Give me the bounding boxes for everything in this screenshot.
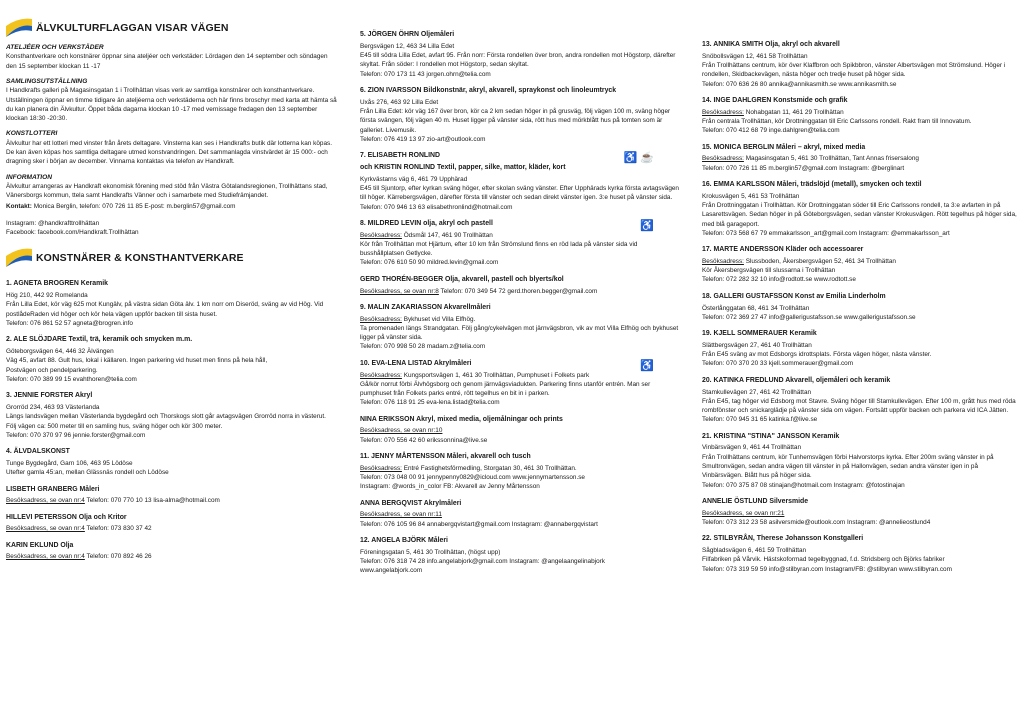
facebook-line: Facebook: facebook.com/Handkraft.Trollhättan — [6, 229, 139, 237]
accessibility-cafe-icon: ♿ — [640, 219, 654, 232]
artist-line: E45 till södra Lilla Edet, avfart 95. Från norr: Första rondellen över bron, andra rondellen mot Högstorp, därefter skyltat. Från söder: I rondellen mot Högstorp, sedan skyltat. — [360, 52, 676, 69]
artist-line: Telefon: 070 370 97 96 jennie.forster@gmail.com — [6, 431, 146, 439]
artist-entry — [702, 180, 1020, 238]
artist-line: Telefon: 076 105 96 84 annabergqvistart@gmail.com Instagram: @annabergqvistart — [360, 520, 598, 528]
artist-entry — [6, 447, 338, 477]
artist-entry — [702, 432, 1020, 490]
artist-line: Telefon: 070 173 11 43 jorgen.ohrn@telia.com — [360, 70, 491, 78]
artist-line: Kör Åkersbergsvägen till slussarna i Trollhättan — [702, 267, 836, 275]
artist-line: Besöksadress: Kungsportsvägen 1, 461 30 Trollhättan, Pumphuset i Folkets park — [360, 371, 590, 379]
artist-entry — [702, 40, 1020, 89]
artist-heading: 2. ALE SLÖJDARE Textil, trä, keramik och smycken m.m. — [6, 336, 193, 344]
artist-entry — [360, 499, 680, 529]
artist-line: Telefon: 076 419 13 97 zio-art@outlook.com — [360, 135, 486, 143]
artist-line: Slättbergsvägen 27, 461 40 Trollhättan — [702, 341, 812, 349]
artist-line: Besöksadress: Entré Fastighetsförmedling, Storgatan 30, 461 30 Trollhättan. — [360, 464, 577, 472]
artist-line: Telefon: 070 946 13 63 elisabethronlind@hotmail.com — [360, 203, 513, 211]
artist-line: Filfabriken på Vårvik. Hästskoformad tegelbyggnad, f.d. Stridsberg och Björks fabriker — [702, 556, 945, 564]
artist-line: Telefon: 073 048 00 91 jennypenny0829@icloud.com www.jennymartensson.se — [360, 474, 585, 482]
visit-address-label: Besöksadress, se ovan nr:21 — [702, 509, 785, 517]
artist-entry — [702, 245, 1020, 285]
visit-address-label: Besöksadress: — [360, 231, 402, 239]
artist-entry — [360, 30, 680, 79]
artist-heading: 13. ANNIKA SMITH Olja, akryl och akvarell — [702, 41, 840, 48]
banner-artists — [6, 247, 338, 267]
artist-heading: ♿ ☕ 7. ELISABETH RONLIND — [360, 151, 680, 161]
accessibility-cafe-icon: ♿ ☕ — [623, 152, 654, 165]
visit-address-label: Besöksadress, se ovan nr:11 — [360, 511, 442, 519]
artist-line: Vinbärsvägen 9, 461 44 Trollhättan — [702, 444, 802, 452]
artist-line: Från Trollhättans centrum, kör över Klaffbron och Spikbbron, vänster Albertsvägen mot Strömslund. Höger i rondellen, Skidbackevägen, nästa höger och tredje huset på höger sida. — [702, 62, 1006, 79]
artist-line: Besöksadress: Nohabgatan 11, 461 29 Trollhättan — [702, 108, 844, 116]
banner-alvkultur — [6, 17, 338, 37]
artist-line: Från Drottninggatan i Trollhättan. Kör Drottninggatan söder till Eric Carlssons rondell, ta 3:e avfarten in på Lasarettsvägen. Sedan höger in på Göteborgsvägen, sedan vänster Krokusvägen. Rött tegelhus på höger sida, med blå garageport. — [702, 202, 1017, 228]
artist-line: Hög 210, 442 92 Romelanda — [6, 292, 88, 300]
artist-heading: 11. JENNY MÅRTENSSON Måleri, akvarell och tusch — [360, 453, 531, 461]
visit-address-label: Besöksadress, se ovan nr:4 — [6, 525, 85, 533]
artist-heading: 20. KATINKA FREDLUND Akvarell, oljemåleri och keramik — [702, 376, 891, 384]
artist-line: Väg 45, avfart 88. Gult hus, lokal i källaren. Ingen parkering vid huset men finns på hela håll, — [6, 357, 268, 365]
artist-line — [360, 510, 680, 519]
artist-line: Utefter gamla 45:an, mellan Glässnäs rondell och Lödöse — [6, 469, 169, 477]
artist-entry — [6, 541, 338, 562]
artist-line: Besöksadress, se ovan nr:4 Telefon: 073 830 37 42 — [6, 525, 152, 533]
artist-entry — [360, 219, 680, 268]
column-left — [6, 0, 338, 724]
artist-heading: LISBETH GRANBERG Måleri — [6, 485, 100, 493]
artist-line: Telefon: 070 389 99 15 evahthoren@telia.com — [6, 375, 137, 383]
artist-line: Kyrkvästarns väg 6, 461 79 Upphärad — [360, 175, 468, 183]
artist-heading: 14. INGE DAHLGREN Konstsmide och grafik — [702, 96, 848, 104]
contact-label: Kontakt: — [6, 202, 32, 210]
artist-line: Telefon: 070 375 87 08 stinajan@hotmail.com Instagram: @fotostinajan — [702, 481, 905, 489]
artist-heading: NINA ERIKSSON Akryl, mixed media, oljemålningar och prints — [360, 415, 563, 423]
artist-line: Tunge Bygdegård, Garn 106, 463 95 Lödöse — [6, 459, 133, 467]
artist-entry — [360, 536, 680, 576]
artist-line: Besöksadress, se ovan nr:8 Telefon: 070 349 54 72 gerd.thoren.begger@gmail.com — [360, 287, 598, 295]
artist-line: Österlånggatan 68, 461 34 Trollhättan — [702, 304, 810, 312]
artist-line: Kör från Trollhättan mot Hjärtum, efter 10 km från Strömslund finns en röd lada på vänster sida vid busshållplatsen Getlycke. — [360, 240, 638, 258]
artist-entry — [6, 279, 338, 328]
artist-entry — [360, 452, 680, 492]
artist-heading: HILLEVI PETERSSON Olja och Kritor — [6, 513, 127, 521]
info-text: I Handkrafts galleri på Magasinsgatan 1 i Trollhättan visas verk av samtliga konstnärer och konsthantverkare. Utställningen öppnar en timme tidigare än ateljéerna och verkstäderna och här finns broschyr med karta att hämta så du kan planera din Älvkultur. Öppet båda dagarna klockan 10 -17 med vernissage fredagen den 13 september klockan 18:30 -20:30. — [6, 87, 337, 123]
artist-line: Uxås 276, 463 92 Lilla Edet — [360, 98, 439, 106]
artist-entry — [360, 275, 680, 296]
visit-address-label: Besöksadress, se ovan nr:4 — [6, 553, 85, 561]
flag-logo-icon — [6, 247, 32, 267]
artist-line: Besöksadress: Bykhuset vid Villa Elfhög. — [360, 315, 476, 323]
visit-address-label: Besöksadress: — [360, 371, 402, 379]
artist-heading: 1. AGNETA BROGREN Keramik — [6, 280, 108, 288]
artist-line: Telefon: 073 568 67 79 emmakarlsson_art@gmail.com Instagram: @emmakarlsson_art — [702, 229, 950, 237]
artist-entry — [702, 292, 1020, 322]
artist-entry — [360, 415, 680, 445]
artist-list — [6, 279, 338, 561]
artist-heading: 9. MALIN ZAKARIASSON Akvarellmåleri — [360, 303, 491, 311]
artist-heading: GERD THORÉN-BEGGER Olja, akvarell, pastell och blyerts/kol — [360, 275, 564, 283]
artist-line: Besöksadress: Magasinsgatan 5, 461 30 Trollhättan, Tant Annas frisersalong — [702, 155, 919, 163]
artist-entry — [360, 86, 680, 144]
artist-entry — [702, 497, 1020, 527]
artist-entry — [702, 329, 1020, 369]
artist-heading: 15. MONICA BERGLIN Måleri – akryl, mixed media — [702, 143, 866, 151]
artist-entry — [360, 151, 680, 212]
artist-line: Stamkullevägen 27, 461 42 Trollhättan — [702, 388, 812, 396]
visit-address-label: Besöksadress, se ovan nr:8 — [360, 287, 439, 295]
artist-entry — [702, 143, 1020, 173]
artist-line: Från centrala Trollhättan, kör Drottninggatan till Eric Carlssons rondell. Rakt fram till Innovatum. — [702, 118, 972, 125]
visit-address-label: Besöksadress, se ovan nr:10 — [360, 427, 443, 435]
artist-heading: 12. ANGELA BJÖRK Måleri — [360, 537, 448, 545]
info-text: Älvkultur arrangeras av Handkraft ekonomisk förening med stöd från Västra Götalandsregionen, Trollhättans stad, Vänersborgs kommun, ttela samt Handkrafts Vänner och i samarbete med Studiefrämjandet. — [6, 182, 328, 200]
artist-line: Besöksadress, se ovan nr:4 Telefon: 070 892 46 26 — [6, 553, 152, 561]
artist-heading: 18. GALLERI GUSTAFSSON Konst av Emilia Linderholm — [702, 292, 886, 300]
artist-line: Telefon: 072 369 27 47 info@gallerigustafsson.se www.gallerigustafsson.se — [702, 313, 916, 321]
artist-line: Postvägen och pendelparkering. — [6, 366, 98, 374]
artist-heading: 17. MARTE ANDERSSON Kläder och accessoarer — [702, 246, 864, 254]
artist-line: Telefon: 070 636 26 80 annika@annikasmith.se www.annikasmith.se — [702, 80, 897, 88]
artist-line: E45 till Sjuntorp, efter kyrkan sväng höger, efter skolan sväng vänster. Efter Upphärads kyrka första avtagsvägen till höger. Kärrebergsvägen, därefter första till vänster och sedan direkt vänster igen. 3:e huset på vänster sida. — [360, 185, 679, 202]
contact-line — [6, 202, 338, 211]
artist-line: Föreningsgatan 5, 461 30 Trollhättan, (högst upp) — [360, 548, 501, 556]
info-heading: SAMLINGSUTSTÄLLNING — [6, 77, 88, 85]
artist-line: Grorröd 234, 463 93 Västerlanda — [6, 404, 100, 412]
artist-entry — [702, 534, 1020, 574]
artist-line: Besöksadress: Ödsmål 147, 461 90 Trollhättan — [360, 231, 493, 239]
artist-line: Från Trollhättans centrum, kör Tunhemsvägen förbi Halvorstorps kyrka. Efter 200m sväng vänster in på Smultronvägen, sedan andra vägen till vänster in på Hallonvägen, sedan andra vänster igen in på Vinbärsvägen. Blått hus på höger sida. — [702, 453, 994, 480]
artist-line: Besöksadress: Slussboden, Åkersbergsvägen 52, 461 34 Trollhättan — [702, 257, 896, 265]
artist-line: Telefon: 072 282 32 10 info@rodtott.se www.rodtott.se — [702, 276, 856, 284]
artist-line: Telefon: 076 610 50 90 mildred.levin@gmail.com — [360, 259, 499, 267]
artist-line: Telefon: 076 318 74 28 info.angelabjork@gmail.com Instagram: @angelaangelinabjork — [360, 558, 605, 566]
artist-line: Gå/kör norrut förbi Älvhögsborg och genom järnvägsviadukten. Parkering finns utanför entrén. Man ser pumphuset från Folkets parks entré, rött tegelhus en bit in i parken. — [360, 380, 651, 398]
artist-line: Telefon: 073 312 23 58 asilversmide@outlook.com Instagram: @annelieostlund4 — [702, 518, 931, 526]
visit-address-label: Besöksadress: — [360, 315, 402, 323]
artist-line: Telefon: 070 370 20 33 kjell.sommerauer@gmail.com — [702, 360, 854, 368]
artist-line: Telefon: 070 998 50 28 madam.z@telia.com — [360, 343, 486, 351]
info-text: Älvkultur har ett lotteri med vinster från årets deltagare. Vinsterna kan ses i Handkrafts butik där lotterna kan köpas. De kan även köpas hos samtliga deltagare utmed konstvandringen. Det sammanlagda vinstvärdet är 15 000:- och dragning sker i början av december. Vinnarna kontaktas via telefon av Handkraft. — [6, 139, 332, 166]
artist-heading: ANNELIE ÖSTLUND Silversmide — [702, 497, 809, 505]
artist-heading: 21. KRISTINA "STINA" JANSSON Keramik — [702, 432, 840, 440]
artist-line: Krokusvägen 5, 461 53 Trollhättan — [702, 192, 800, 200]
visit-address-label: Besöksadress: — [702, 155, 744, 163]
artist-line: Ta promenaden längs Strandgatan. Följ gång/cykelvägen mot järnvägsbron, vik av mot Villa Elfhög och bykhuset ligger på vänster sida. — [360, 324, 679, 342]
artist-entry — [360, 303, 680, 352]
visit-address-label: Besöksadress, se ovan nr:4 — [6, 497, 85, 505]
contact-text: Monica Berglin, telefon: 070 726 11 85 E-post: m.berglin57@gmail.com — [31, 202, 236, 210]
info-text: Konsthantverkare och konstnärer öppnar sina ateljéer och verkstäder: Lördagen den 14 september och söndagen den 15 september klockan 11 -17 — [6, 53, 328, 70]
artist-line: Från E45 sväng av mot Edsborgs idrottsplats. Första vägen höger, nästa vänster. — [702, 351, 932, 359]
artist-heading: KARIN EKLUND Olja — [6, 541, 74, 549]
artist-heading: ANNA BERGQVIST Akrylmåleri — [360, 499, 462, 507]
artist-line: Från Lilla Edet: kör väg 167 över bron, kör ca 2 km sedan höger in på grusväg, följ vägen 100 m, sväng höger första svängen, följ vägen 40 m. Huset ligger på vänster sida, rött hus med mörkblått hus på tomten som är galleriet. Livemusik. — [360, 108, 671, 134]
artist-heading: ♿ 8. MILDRED LEVIN olja, akryl och pastell — [360, 219, 680, 229]
artist-heading: 16. EMMA KARLSSON Måleri, trädslöjd (metall), smycken och textil — [702, 180, 922, 188]
artist-line: Sågbladsvägen 6, 461 59 Trollhättan — [702, 547, 807, 555]
artist-heading: 4. ÄLVDALSKONST — [6, 448, 70, 456]
artist-entry — [6, 513, 338, 534]
artist-heading: 6. ZION IVARSSON Bildkonstnär, akryl, akvarell, spraykonst och linoleumtryck — [360, 86, 617, 94]
info-section — [6, 43, 338, 201]
info-heading: INFORMATION — [6, 173, 53, 181]
artist-line: Längs landsvägen mellan Västerlanda bygdegård och Thorskogs slott går avtagsvägen Grorröd norra in västerut. Följ vägen ca: 500 meter till en samling hus, sväng höger och kör 300 meter. — [6, 413, 326, 430]
artist-list — [360, 30, 680, 576]
artist-list — [702, 40, 1020, 574]
artist-heading: 22. STILBYRÅN, Therese Johansson Konstgalleri — [702, 535, 864, 543]
visit-address-label: Besöksadress: — [702, 257, 744, 265]
artist-line: Telefon: 070 556 42 60 erikssonnina@live.se — [360, 436, 488, 444]
banner-title: ÄLVKULTURFLAGGAN VISAR VÄGEN — [36, 22, 229, 34]
artist-line: Telefon: 073 319 59 59 info@stilbyran.com Instagram/FB: @stilbyran www.stilbyran.com — [702, 565, 952, 573]
artist-entry — [6, 335, 338, 384]
artist-line: Telefon: 070 412 68 79 inge.dahlgren@telia.com — [702, 127, 840, 135]
column-right — [702, 0, 1020, 724]
artist-heading: och KRISTIN RONLIND Textil, papper, silke, mattor, kläder, kort — [360, 163, 566, 171]
artist-line: Bergsvägen 12, 463 34 Lilla Edet — [360, 42, 455, 50]
artist-heading: 5. JÖRGEN ÖHRN Oljemåleri — [360, 31, 455, 38]
artist-entry — [702, 96, 1020, 136]
visit-address-label: Besöksadress: — [360, 464, 402, 472]
artist-line: www.angelabjork.com — [360, 567, 423, 575]
artist-heading: 19. KJELL SOMMERAUER Keramik — [702, 330, 817, 338]
flag-logo-icon — [6, 17, 32, 37]
artist-line — [702, 509, 1020, 518]
visit-address-label: Besöksadress: — [702, 108, 744, 116]
artist-line: Från E45, tag höger vid Edsborg mot Stavre. Sväng höger till Stamkullevägen. Efter 100 m, grått hus med röda rombfönster och snickarglädje på vänster sida om vägen. Fortsätt uppför backen och parkera vid ICA Jätten. Telefon: 070 945 31 65 katinka.f@live.se — [702, 397, 1016, 424]
banner-title: KONSTNÄRER & KONSTHANTVERKARE — [36, 252, 244, 265]
artist-line: Instagram: @words_in_color FB: Akvarell av Jenny Mårtensson — [360, 483, 540, 491]
artist-line: Telefon: 070 726 11 85 m.berglin57@gmail.com Instagram: @berglinart — [702, 164, 905, 172]
column-middle — [360, 0, 680, 724]
artist-entry — [360, 359, 680, 408]
info-heading: ATELJÉER OCH VERKSTÄDER — [6, 44, 104, 51]
instagram-line: Instagram: @handkrafttrollhättan — [6, 219, 100, 227]
artist-line — [360, 426, 680, 435]
artist-line: Snöbollsvägen 12, 461 58 Trollhättan — [702, 52, 808, 60]
accessibility-cafe-icon: ♿ — [640, 359, 654, 372]
artist-entry — [6, 391, 338, 440]
artist-entry — [702, 376, 1020, 425]
artist-line: Telefon: 076 861 52 57 agneta@brogren.info — [6, 320, 133, 328]
info-heading: KONSTLOTTERI — [6, 130, 58, 138]
artist-line: Göteborgsvägen 64, 446 32 Älvängen — [6, 348, 114, 356]
artist-heading: ♿ 10. EVA-LENA LISTAD Akrylmåleri — [360, 359, 680, 369]
artist-entry — [6, 485, 338, 506]
artist-line: Besöksadress, se ovan nr:4 Telefon: 070 770 10 13 lisa-alma@hotmail.com — [6, 497, 220, 505]
artist-line: Från Lilla Edet, kör väg 625 mot Kungälv, på västra sidan Göta älv. 1 km norr om Diseröd, sväng av vid Hög. Vid postlådeRaden vid höger och kör hela vägen uppför backen till sista huset. — [6, 301, 324, 318]
artist-heading: 3. JENNIE FORSTER Akryl — [6, 392, 93, 400]
artist-line: Telefon: 076 118 91 25 eva-lena.listad@telia.com — [360, 399, 500, 407]
